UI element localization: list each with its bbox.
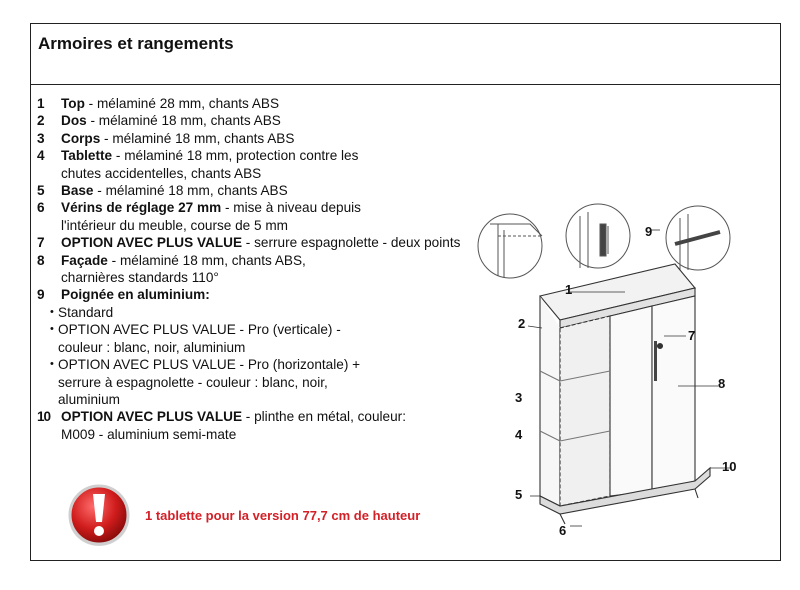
item-label: Poignée en aluminium: [61,287,210,303]
item-desc: - mise à niveau depuis l'intérieur du meuble, course de 5 mm [61,200,361,233]
exclamation-icon [66,482,132,548]
list-item [37,130,477,147]
item-desc: - plinthe en métal, couleur: M009 - aluminium semi-mate [61,409,406,442]
item-desc: - mélaminé 28 mm, chants ABS [84,96,280,111]
handle-option [37,304,477,321]
list-item [37,182,477,199]
handle-option-text: OPTION AVEC PLUS VALUE - Pro (horizontale) + serrure à espagnolette - couleur : blanc, noir, aluminium [58,357,361,407]
list-item [37,112,477,129]
item-number: 9 [37,287,45,303]
item-number: 1 [37,96,45,111]
item-desc: - mélaminé 18 mm, chants ABS, charnières standards 110° [61,252,306,286]
handle-option [37,321,477,356]
item-number: 2 [37,113,45,129]
bullet-icon: • [50,323,54,336]
item-label: OPTION AVEC PLUS VALUE [61,235,243,251]
handle-option [37,356,477,408]
component-list [37,95,477,443]
callout-label: 3 [515,390,523,405]
cabinet-diagram [470,196,780,546]
callout-label: 4 [515,427,523,442]
callout-label: 2 [518,316,526,331]
handle-option-text: Standard [58,304,114,320]
bullet-icon: • [50,305,54,318]
callout-label: 10 [722,459,737,474]
callout-label: 8 [718,376,726,391]
item-number: 8 [37,252,45,268]
callout-label: 6 [559,523,567,538]
item-number: 10 [37,409,51,425]
list-item [37,199,477,234]
list-item [37,234,477,251]
callout-label: 7 [688,328,696,343]
detail-inset-handle-horizontal [666,206,730,270]
callout-label: 5 [515,487,523,502]
list-item [37,95,477,112]
item-label: Tablette [61,148,113,164]
item-label: Top [61,96,85,111]
item-number: 5 [37,183,45,199]
item-number: 7 [37,235,45,251]
item-desc: - mélaminé 18 mm, protection contre les chutes accidentelles, chants ABS [61,148,359,181]
item-desc: - mélaminé 18 mm, chants ABS [86,113,281,129]
list-item [37,408,477,443]
item-label: Base [61,183,94,199]
item-label: Façade [61,252,108,268]
handle-option-text: OPTION AVEC PLUS VALUE - Pro (verticale) - couleur : blanc, noir, aluminium [58,322,341,355]
bullet-icon: • [50,358,54,371]
item-label: OPTION AVEC PLUS VALUE [61,409,243,425]
list-item [37,252,477,287]
item-number: 4 [37,148,45,164]
callout-label: 1 [565,282,573,297]
item-desc: - mélaminé 18 mm, chants ABS [100,130,295,146]
item-number: 3 [37,130,45,146]
item-number: 6 [37,200,45,216]
cabinet [540,264,710,524]
item-label: Dos [61,113,87,129]
list-item [37,286,477,303]
item-label: Vérins de réglage 27 mm [61,200,222,216]
list-item [37,147,477,182]
warning-text: 1 tablette pour la version 77,7 cm de hauteur [145,508,421,523]
title-bar [31,24,780,85]
item-desc: - mélaminé 18 mm, chants ABS [93,183,288,199]
detail-inset-2 [478,214,542,278]
item-desc: - serrure espagnolette - deux points [242,235,461,251]
detail-inset-handle-vertical [566,204,630,268]
page-title: Armoires et rangements [38,34,234,53]
callout-label: 9 [645,224,653,239]
item-label: Corps [61,130,101,146]
